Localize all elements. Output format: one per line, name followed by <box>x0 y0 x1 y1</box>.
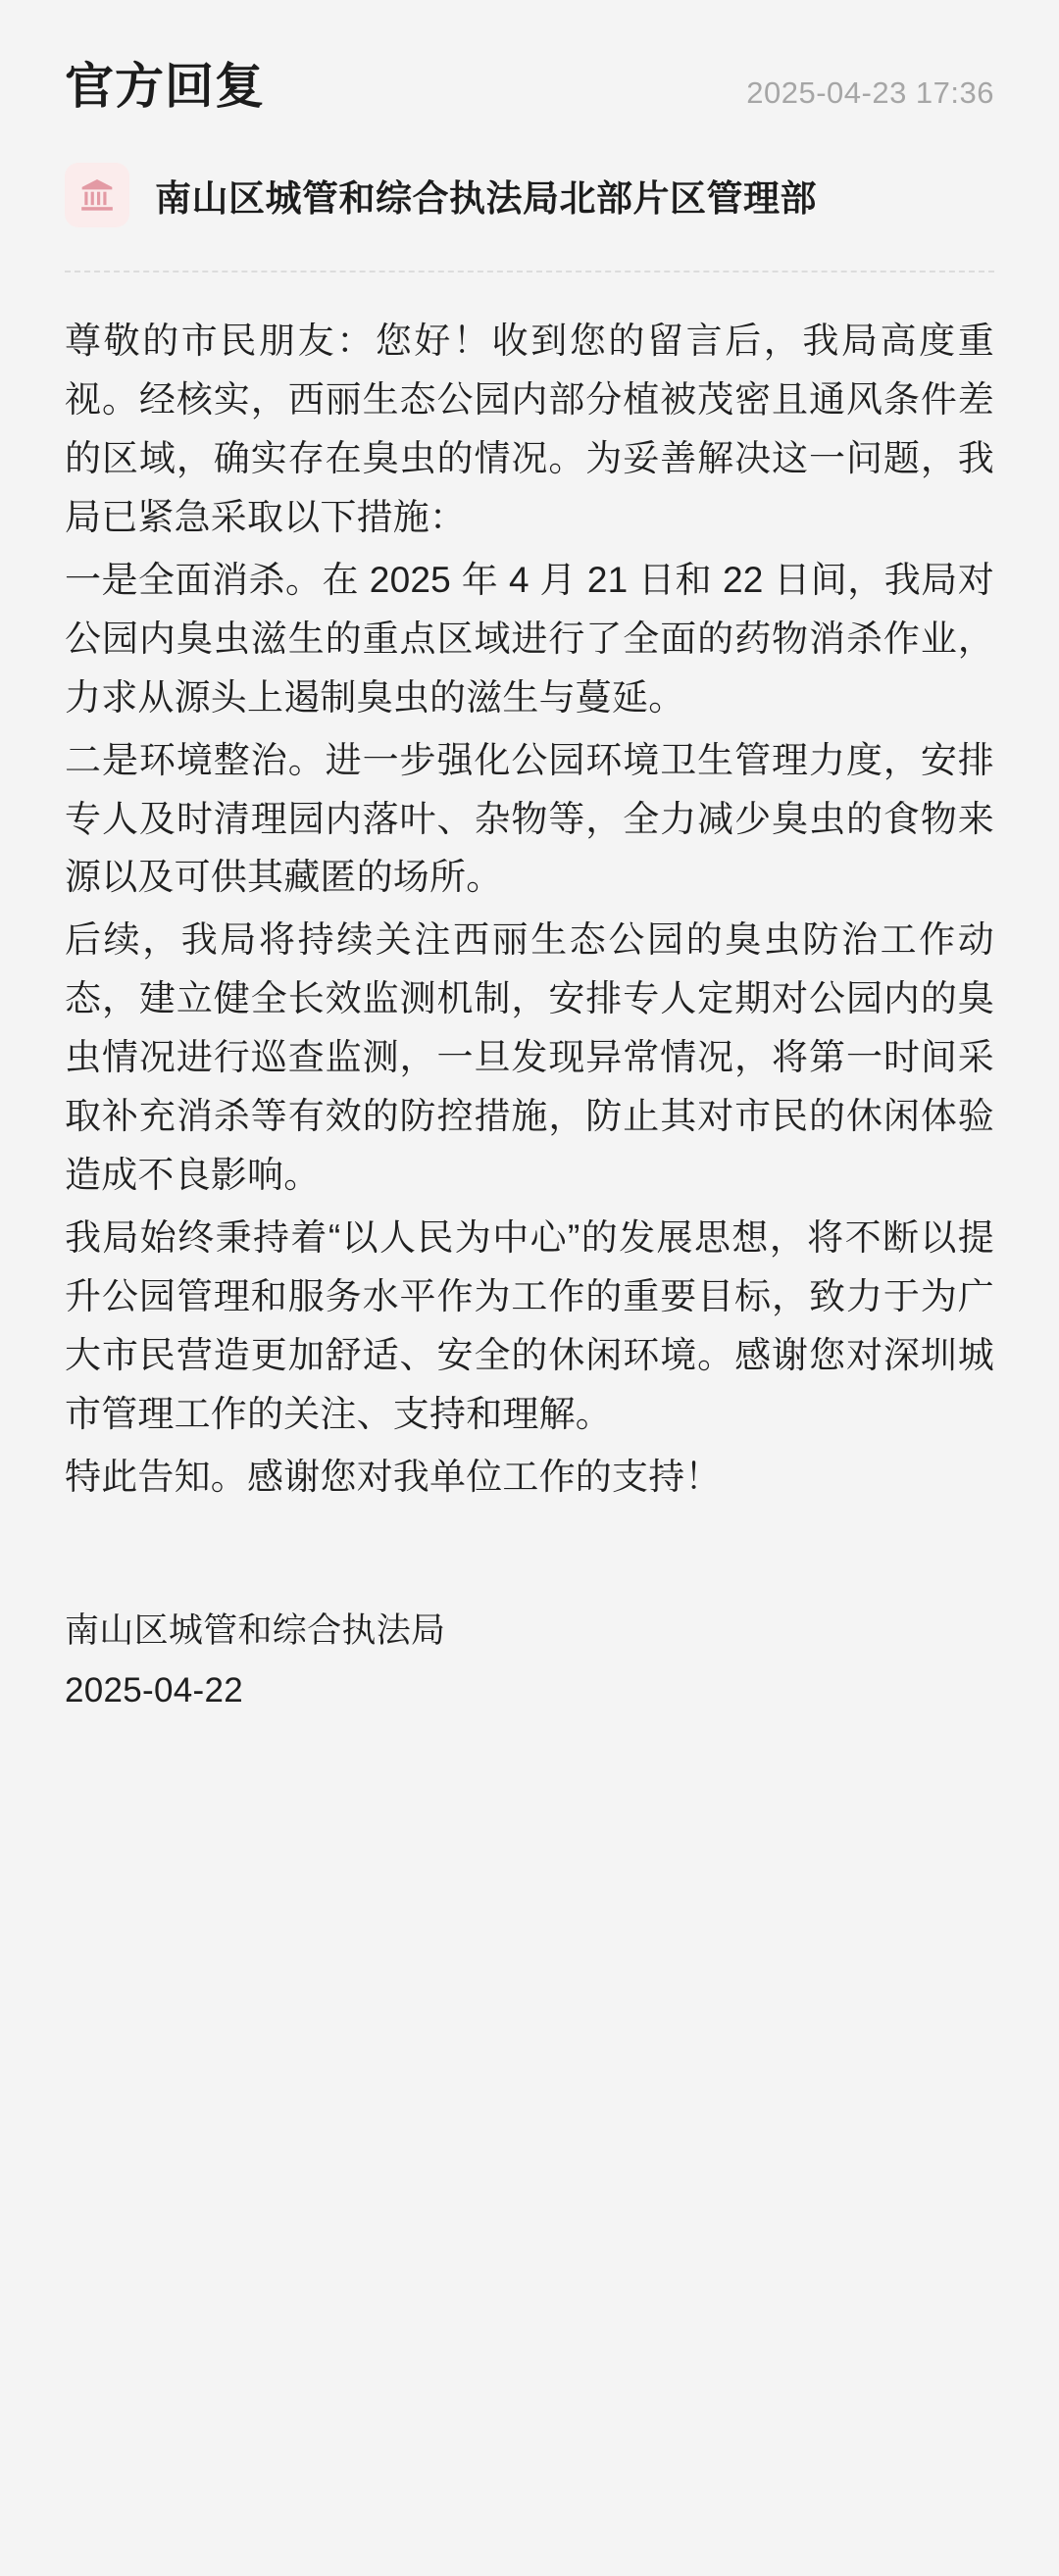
card-header <box>65 57 994 116</box>
signature-date: 2025-04-22 <box>65 1671 244 1709</box>
government-building-icon <box>65 163 129 227</box>
organization-row[interactable] <box>65 163 994 227</box>
body-paragraph: 特此告知。感谢您对我单位工作的支持！ <box>65 1456 722 1497</box>
organization-name: 南山区城管和综合执法局北部片区管理部 <box>155 178 817 219</box>
body-paragraph: 二是环境整治。进一步强化公园环境卫生管理力度，安排专人及时清理园内落叶、杂物等，全力减少臭虫的食物来源以及可供其藏匿的场所。 <box>65 739 994 898</box>
page-title: 官方回复 <box>65 59 265 114</box>
body-paragraph: 我局始终秉持着“以人民为中心”的发展思想，将不断以提升公园管理和服务水平作为工作的重要目标，致力于为广大市民营造更加舒适、安全的休闲环境。感谢您对深圳城市管理工作的关注、支持和理解。 <box>65 1217 994 1434</box>
signature-block <box>65 1601 994 1721</box>
reply-body <box>65 312 994 1507</box>
body-paragraph: 一是全面消杀。在 2025 年 4 月 21 日和 22 日间，我局对公园内臭虫滋生的重点区域进行了全面的药物消杀作业，力求从源头上遏制臭虫的滋生与蔓延。 <box>65 559 994 718</box>
header-divider <box>65 271 994 272</box>
reply-timestamp: 2025-04-23 17:36 <box>746 75 994 110</box>
body-paragraph: 后续，我局将持续关注西丽生态公园的臭虫防治工作动态，建立健全长效监测机制，安排专人定期对公园内的臭虫情况进行巡查监测，一旦发现异常情况，将第一时间采取补充消杀等有效的防控措施，防止其对市民的休闲体验造成不良影响。 <box>65 919 994 1196</box>
body-paragraph: 尊敬的市民朋友：您好！收到您的留言后，我局高度重视。经核实，西丽生态公园内部分植被茂密且通风条件差的区域，确实存在臭虫的情况。为妥善解决这一问题，我局已紧急采取以下措施： <box>65 321 994 537</box>
signature-department: 南山区城管和综合执法局 <box>65 1610 446 1650</box>
